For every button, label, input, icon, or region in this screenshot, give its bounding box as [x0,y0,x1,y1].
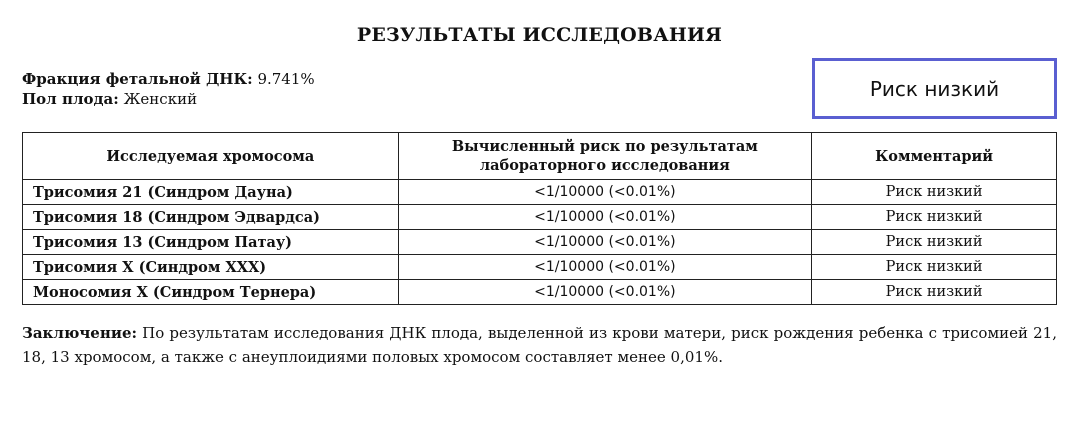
fetal-fraction-value: 9.741% [257,70,315,88]
sample-info [22,69,315,109]
table-row [23,180,1057,205]
table-header-row [23,133,1057,180]
comment-cell: Риск низкий [812,230,1057,255]
header-calculated-risk: Вычисленный риск по результатам лабораторного исследования [398,133,812,180]
conclusion [22,321,1057,369]
comment-cell: Риск низкий [812,205,1057,230]
comment-cell: Риск низкий [812,180,1057,205]
table-row [23,280,1057,305]
fetal-fraction-label: Фракция фетальной ДНК: [22,70,253,88]
chromosome-cell: Трисомия 13 (Синдром Патау) [23,230,399,255]
fetal-sex-label: Пол плода: [22,90,119,108]
risk-cell: <1/10000 (<0.01%) [398,180,812,205]
conclusion-label: Заключение: [22,324,138,342]
fetal-sex-line [22,89,315,109]
table-row [23,255,1057,280]
chromosome-cell: Трисомия 18 (Синдром Эдвардса) [23,205,399,230]
results-table [22,132,1057,305]
fetal-sex-value: Женский [123,90,198,108]
chromosome-cell: Моносомия Х (Синдром Тернера) [23,280,399,305]
fetal-fraction-line [22,69,315,89]
risk-cell: <1/10000 (<0.01%) [398,280,812,305]
risk-cell: <1/10000 (<0.01%) [398,255,812,280]
comment-cell: Риск низкий [812,280,1057,305]
page-title: РЕЗУЛЬТАТЫ ИССЛЕДОВАНИЯ [356,24,723,46]
chromosome-cell: Трисомия 21 (Синдром Дауна) [23,180,399,205]
overall-risk-box [812,58,1057,119]
table-row [23,205,1057,230]
comment-cell: Риск низкий [812,255,1057,280]
table-row [23,230,1057,255]
header-chromosome: Исследуемая хромосома [23,133,399,180]
overall-risk-text: Риск низкий [869,76,1000,101]
chromosome-cell: Трисомия Х (Синдром ХХХ) [23,255,399,280]
conclusion-text: По результатам исследования ДНК плода, выделенной из крови матери, риск рождения ребенка с трисомией 21, 18, 13 хромосом, а также с анеуплоидиями половых хромосом составляет менее 0,01%. [22,324,1057,366]
header-comment: Комментарий [812,133,1057,180]
risk-cell: <1/10000 (<0.01%) [398,230,812,255]
risk-cell: <1/10000 (<0.01%) [398,205,812,230]
